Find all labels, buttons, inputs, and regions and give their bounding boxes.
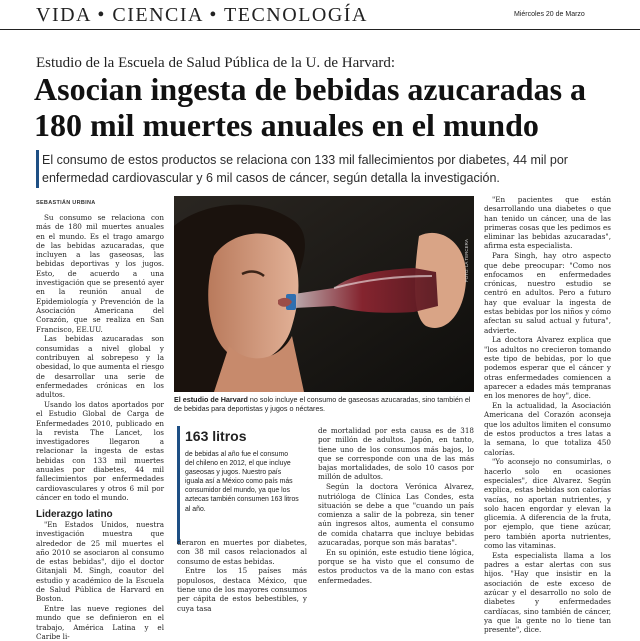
article-photo [174, 196, 474, 392]
deck-accent-rule [36, 150, 39, 188]
article-headline: Asocian ingesta de bebidas azucaradas a 180 mil muertes anuales en el mundo [34, 71, 587, 143]
paragraph: "En pacientes que están desarrollando una diabetes o que han tenido un cáncer, una de las primeras cosas que les pedimos es eliminar las bebidas azucaradas", afirma esta especialista. [484, 195, 611, 251]
article-column-1 [36, 213, 164, 641]
byline: SEBASTIÁN URBINA [36, 200, 96, 206]
paragraph: Usando los datos aportados por el Estudio Global de Carga de Enfermedades 2010, publicado en la revista The Lancet, los investigadores llegaron a relacionar la ingesta de estas bebidas con 133 mil muertes anuales por diabetes, 44 mil fallecimientos por enfermedades cardiovasculares y otros 6 mil por cáncer en todo el mundo. [36, 399, 164, 502]
article-kicker: Estudio de la Escuela de Salud Pública de la U. de Harvard: [36, 55, 396, 71]
paragraph: En la actualidad, la Asociación Americana del Corazón aconseja que los adultos limiten el consumo de estos productos a tres latas a la semana, lo que totaliza 450 calorías. [484, 401, 611, 457]
caption-lead: El estudio de Harvard [174, 395, 248, 404]
woman-drinking-bottle-illustration [174, 196, 474, 392]
section-title: VIDA • CIENCIA • TECNOLOGÍA [36, 4, 368, 26]
photo-caption [174, 395, 474, 413]
paragraph: Las bebidas azucaradas son consumidas a nivel global y contribuyen al sobrepeso y la obesidad, lo que aumenta el riesgo de desarrollar una serie de enfermedades crónicas en los adultos. [36, 334, 164, 400]
stat-callout [177, 426, 303, 548]
callout-number: 163 litros [185, 428, 247, 444]
article-deck: El consumo de estos productos se relaciona con 133 mil fallecimientos por diabetes, 44 mil por enfermedad cardiovascular y 6 mil casos de cáncer, según detalla la investigación. [42, 153, 568, 185]
paragraph: Para Singh, hay otro aspecto que debe preocupar: "Como nos enfocamos en enfermedades crónicas, nuestro estudio se centró en adultos. Pero a futuro hay que evaluar la ingesta de estas bebidas por los niños y cómo afectan su salud actual y futura", advierte. [484, 251, 611, 335]
callout-text: de bebidas al año fue el consumo del chileno en 2012, el que incluye gaseosas y jugos. Nuestro país iguala así a México como país más consumidor del mundo, ya que los aztecas también consumen 163 litros al año. [185, 451, 299, 513]
caption-text: no solo incluye el consumo de gaseosas azucaradas, sino también el de bebidas para deportistas y jugos o néctares. [174, 395, 471, 413]
paragraph: La doctora Alvarez explica que "los adultos no crecieron tomando este tipo de bebidas, por lo que podemos esperar que el cáncer y otras enfermedades comiencen a aparecer a edades más tempranas en los menores de hoy", dice. [484, 335, 611, 401]
article-column-3 [318, 426, 474, 610]
paragraph: Esta especialista llama a los padres a estar alertas con sus hijos. "Hay que insistir en la asociación de este exceso de azúcar y el desarrollo no solo de diabetes y enfermedades cardíacas, sino también de cáncer, ya que la gente no lo tiene tan presente", dice. [484, 550, 611, 635]
paragraph: deraron en muertes por diabetes, con 38 mil casos relacionados al consumo de estas bebidas. [177, 538, 307, 566]
paragraph: Entre los 15 países más populosos, destaca México, que tiene uno de los mayores consumos per cápita de estos bebestibles, y cuya tasa [177, 566, 307, 613]
paragraph: Su consumo se relaciona con más de 180 mil muertes anuales en el mundo. Es el trago amargo de las bebidas azucaradas, que incluyen a las gaseosas, las bebidas deportivas y los jugos. Esto, de acuerdo a una investigación que se presentó ayer en la reunión anual de Epidemiología y Prevención de la Asociación Americana del Corazón, que se realiza en San Francisco, EE.UU. [36, 213, 164, 334]
paragraph: En su opinión, este estudio tiene lógica, porque se ha visto que el consumo de estos productos va de la mano con estas enfermedades. [318, 547, 474, 585]
paragraph: Según la doctora Verónica Alvarez, nutrióloga de Clínica Las Condes, esta situación se debe a que "cuando un país comienza a salir de la pobreza, sin tener aún ingresos altos, aumenta el consumo de comida chatarra que incluye bebidas azucaradas, porque son más baratas". [318, 482, 474, 548]
paragraph: Entre las nueve regiones del mundo que se definieron en el trabajo, América Latina y el Caribe li- [36, 604, 164, 641]
publication-date: Miércoles 20 de Marzo [514, 11, 585, 18]
subhead: Liderazgo latino [36, 509, 113, 521]
article-column-2 [177, 538, 307, 613]
callout-accent-rule [177, 426, 180, 544]
paragraph: de mortalidad por esta causa es de 318 por millón de adultos. Japón, en tanto, tiene uno de los consumos más bajos, lo que se corresponde con una de las más bajas mortalidades, de solo 10 casos por millón de adultos. [318, 426, 474, 482]
paragraph: "En Estados Unidos, nuestra investigación muestra que alrededor de 25 mil muertes el año 2010 se asociaron al consumo de estas bebidas", dijo el doctor Gitanjali M. Singh, coautor del estudio y académico de la Escuela de Salud Pública de Harvard en Boston. [36, 520, 164, 604]
section-header [0, 0, 640, 30]
photo-credit: FOTO: LA TERCERA [464, 239, 469, 282]
paragraph: "Yo aconsejo no consumirlas, o hacerlo solo en ocasiones especiales", dice Alvarez. Según explica, estas bebidas son calorías vacías, no aportan nutrientes, y solo hacen engordar y elevan la glicemia. A diferencia de la fruta, por ejemplo, que tiene azúcar, pero también aporta nutrientes, como las vitaminas. [484, 457, 611, 550]
article-column-4 [484, 195, 611, 635]
